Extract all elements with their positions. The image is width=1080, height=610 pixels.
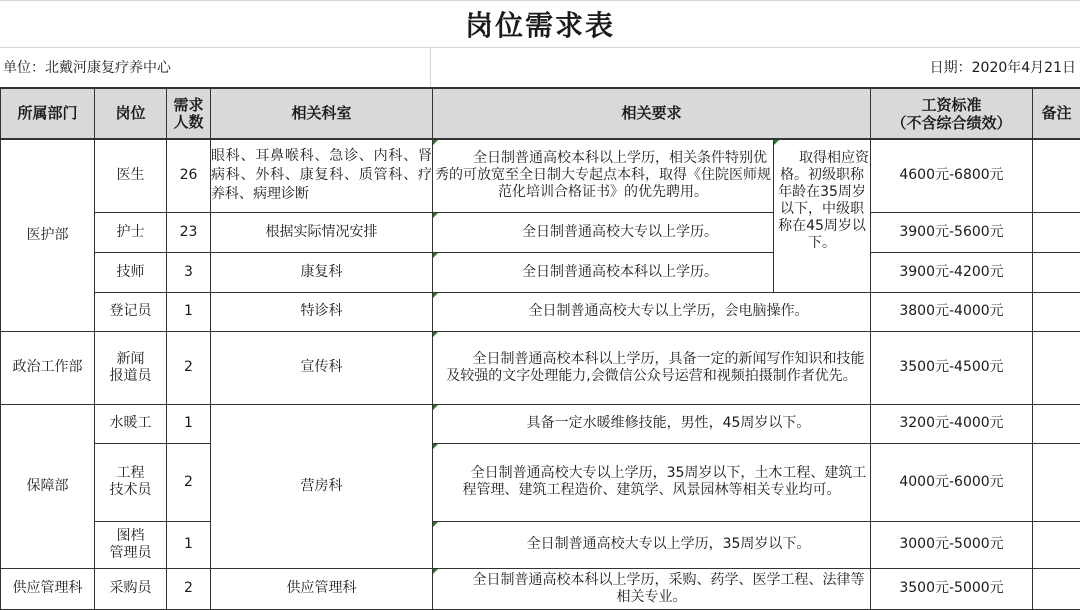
remark-cell [1033, 568, 1080, 609]
salary-cell: 3500元-4500元 [871, 331, 1033, 404]
position-demand-table [0, 87, 1080, 610]
table-row [1, 568, 1080, 609]
header-salary [871, 88, 1033, 139]
count-cell: 2 [167, 443, 211, 521]
requirements-cell: 全日制普通高校本科以上学历，采购、药学、医学工程、法律等相关专业。 [433, 568, 871, 609]
position-line: 技术员 [95, 482, 166, 499]
remark-cell [1033, 292, 1080, 331]
comment-marker-icon [433, 253, 438, 258]
header-row [1, 88, 1080, 139]
position-cell [95, 443, 167, 521]
position-cell: 水暖工 [95, 404, 167, 443]
position-line: 工程 [95, 465, 166, 482]
salary-cell: 3800元-4000元 [871, 292, 1033, 331]
position-line: 报道员 [95, 368, 166, 385]
dept-cell: 保障部 [1, 404, 95, 568]
comment-marker-icon [774, 140, 779, 145]
header-remark: 备注 [1033, 88, 1080, 139]
dept-cell: 医护部 [1, 139, 95, 331]
requirements-cell: 全日制普通高校本科以上学历。 [433, 252, 774, 292]
position-cell [95, 331, 167, 404]
count-cell: 23 [167, 212, 211, 252]
salary-cell: 3000元-5000元 [871, 521, 1033, 568]
comment-marker-icon [433, 569, 438, 574]
section-cell: 根据实际情况安排 [211, 212, 433, 252]
position-line: 图档 [95, 528, 166, 545]
salary-cell: 3500元-5000元 [871, 568, 1033, 609]
salary-cell: 4600元-6800元 [871, 139, 1033, 212]
comment-marker-icon [433, 140, 438, 145]
comment-marker-icon [433, 332, 438, 337]
dept-cell: 供应管理科 [1, 568, 95, 609]
section-cell: 眼科、耳鼻喉科、急诊、内科、肾病科、外科、康复科、质管科、疗养科、病理诊断 [211, 139, 433, 212]
position-cell [95, 521, 167, 568]
header-salary-line2: （不含综合绩效） [871, 114, 1032, 132]
requirements-cell: 全日制普通高校本科以上学历，具备一定的新闻写作知识和技能及较强的文字处理能力,会微信公众号运营和视频拍摄制作者优先。 [433, 331, 871, 404]
remark-cell [1033, 404, 1080, 443]
header-requirements: 相关要求 [433, 88, 871, 139]
header-count [167, 88, 211, 139]
requirements-cell: 具备一定水暖维修技能，男性，45周岁以下。 [433, 404, 871, 443]
section-cell: 特诊科 [211, 292, 433, 331]
salary-cell: 3200元-4000元 [871, 404, 1033, 443]
count-cell: 2 [167, 568, 211, 609]
header-count-line1: 需求 [167, 97, 210, 114]
comment-marker-icon [433, 444, 438, 449]
requirements-cell: 全日制普通高校本科以上学历，相关条件特别优秀的可放宽至全日制大专起点本科，取得《住院医师规范化培训合格证书》的优先聘用。 [433, 139, 774, 212]
page-title: 岗位需求表 [465, 4, 615, 44]
position-line: 管理员 [95, 545, 166, 562]
requirements-cell: 全日制普通高校大专以上学历，会电脑操作。 [433, 292, 871, 331]
position-cell: 登记员 [95, 292, 167, 331]
meta-row [0, 47, 1080, 87]
requirements-cell: 全日制普通高校大专以上学历，35周岁以下，土木工程、建筑工程管理、建筑工程造价、建筑学、风景园林等相关专业均可。 [433, 443, 871, 521]
table-row [1, 443, 1080, 521]
qualification-note-cell: 取得相应资格。初级职称年龄在35周岁以下，中级职称在45周岁以下。 [774, 139, 871, 292]
table-row [1, 212, 1080, 252]
remark-cell [1033, 521, 1080, 568]
position-cell: 医生 [95, 139, 167, 212]
section-cell: 营房科 [211, 404, 433, 568]
count-cell: 2 [167, 331, 211, 404]
header-count-line2: 人数 [167, 114, 210, 131]
date-label: 日期：2020年4月21日 [432, 47, 1080, 87]
comment-marker-icon [433, 405, 438, 410]
table-row [1, 292, 1080, 331]
count-cell: 26 [167, 139, 211, 212]
salary-cell: 3900元-5600元 [871, 212, 1033, 252]
position-cell: 技师 [95, 252, 167, 292]
header-dept: 所属部门 [1, 88, 95, 139]
requirements-cell: 全日制普通高校大专以上学历。 [433, 212, 774, 252]
table-row [1, 139, 1080, 212]
count-cell: 1 [167, 404, 211, 443]
table-row [1, 331, 1080, 404]
unit-label: 单位：北戴河康复疗养中心 [0, 47, 431, 87]
table-row [1, 404, 1080, 443]
remark-cell [1033, 139, 1080, 212]
table-row [1, 252, 1080, 292]
comment-marker-icon [433, 522, 438, 527]
title-row [0, 0, 1080, 48]
section-cell: 康复科 [211, 252, 433, 292]
dept-cell: 政治工作部 [1, 331, 95, 404]
header-salary-line1: 工资标准 [871, 96, 1032, 114]
count-cell: 3 [167, 252, 211, 292]
requirements-cell: 全日制普通高校大专以上学历，35周岁以下。 [433, 521, 871, 568]
position-cell: 护士 [95, 212, 167, 252]
section-cell: 宣传科 [211, 331, 433, 404]
section-cell: 供应管理科 [211, 568, 433, 609]
comment-marker-icon [433, 213, 438, 218]
position-line: 新闻 [95, 351, 166, 368]
position-cell: 采购员 [95, 568, 167, 609]
header-position: 岗位 [95, 88, 167, 139]
salary-cell: 4000元-6000元 [871, 443, 1033, 521]
remark-cell [1033, 212, 1080, 252]
salary-cell: 3900元-4200元 [871, 252, 1033, 292]
comment-marker-icon [433, 293, 438, 298]
remark-cell [1033, 252, 1080, 292]
count-cell: 1 [167, 292, 211, 331]
count-cell: 1 [167, 521, 211, 568]
remark-cell [1033, 331, 1080, 404]
remark-cell [1033, 443, 1080, 521]
table-row [1, 521, 1080, 568]
header-section: 相关科室 [211, 88, 433, 139]
